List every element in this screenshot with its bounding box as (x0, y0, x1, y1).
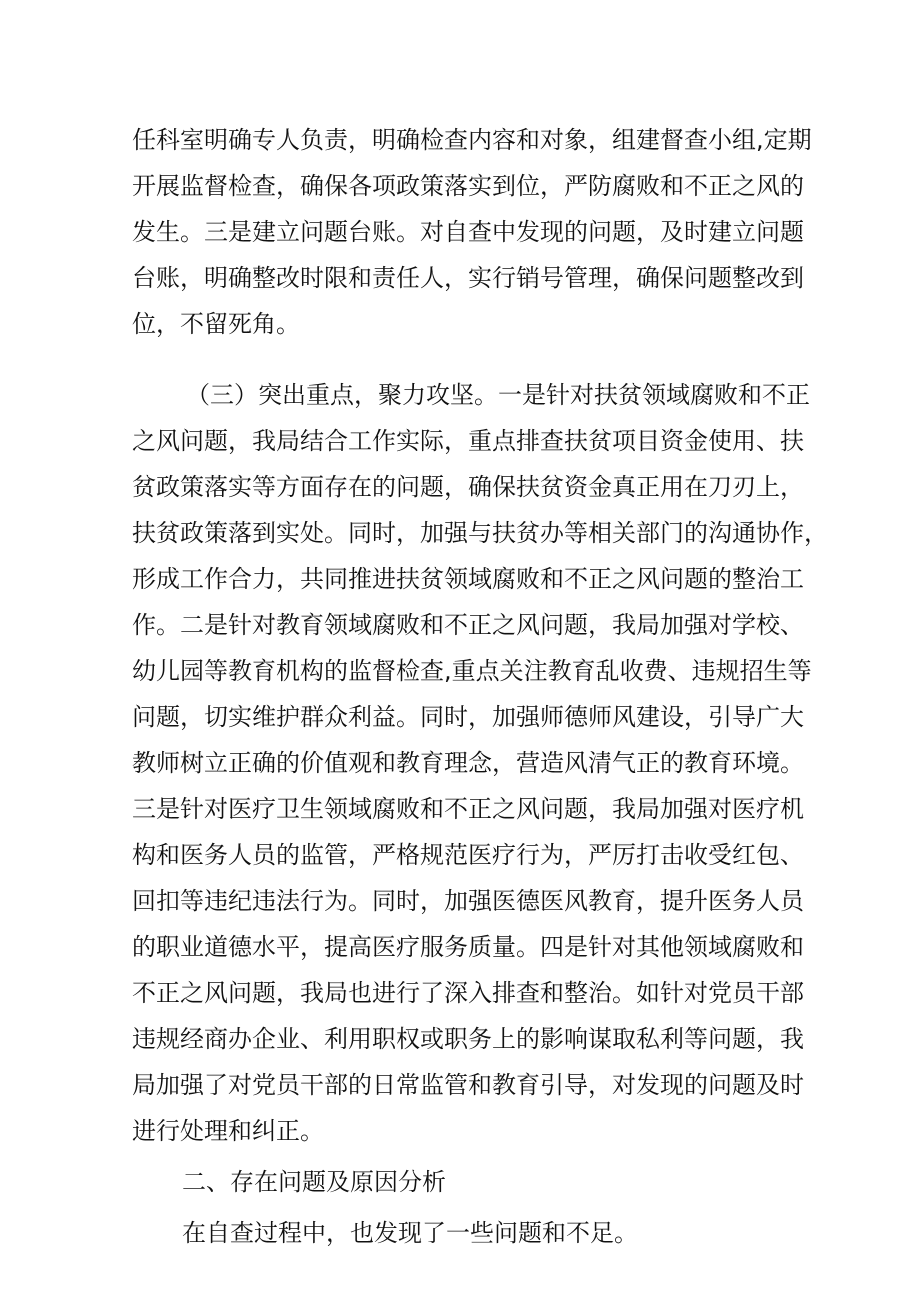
text-line: 位，不留死角。 (132, 310, 300, 338)
text-line: 进行处理和纠正。 (132, 1117, 324, 1145)
text-line: 违规经商办企业、利用职权或职务上的影响谋取私利等问题，我 (132, 1025, 804, 1053)
text-line: 在自查过程中，也发现了一些问题和不足。 (182, 1219, 638, 1247)
text-line: 贫政策落实等方面存在的问题，确保扶贫资金真正用在刀刃上， (132, 473, 804, 501)
text-line: 发生。三是建立问题台账。对自查中发现的问题，及时建立问题 (132, 218, 804, 246)
text-line: 三是针对医疗卫生领域腐败和不正之风问题，我局加强对医疗机 (132, 795, 804, 823)
text-line: 幼儿园等教育机构的监督检查,重点关注教育乱收费、违规招生等 (132, 657, 812, 685)
section-two-heading: 二、存在问题及原因分析 (182, 1168, 446, 1196)
text-line: 构和医务人员的监管，严格规范医疗行为，严厉打击收受红包、 (132, 841, 804, 869)
text-line: 的职业道德水平，提高医疗服务质量。四是针对其他领域腐败和 (132, 933, 804, 961)
text-line: 教师树立正确的价值观和教育理念，营造风清气正的教育环境。 (132, 749, 804, 777)
text-line: 任科室明确专人负责，明确检查内容和对象，组建督查小组,定期 (132, 126, 812, 154)
text-line: 作。二是针对教育领域腐败和不正之风问题，我局加强对学校、 (132, 611, 804, 639)
text-line: 开展监督检查，确保各项政策落实到位，严防腐败和不正之风的 (132, 172, 804, 200)
text-line: 扶贫政策落到实处。同时，加强与扶贫办等相关部门的沟通协作， (132, 519, 828, 547)
section-three-heading-line: （三）突出重点，聚力攻坚。一是针对扶贫领域腐败和不正 (186, 381, 810, 409)
text-line: 问题，切实维护群众利益。同时，加强师德师风建设，引导广大 (132, 703, 804, 731)
text-line: 局加强了对党员干部的日常监管和教育引导，对发现的问题及时 (132, 1071, 804, 1099)
text-line: 回扣等违纪违法行为。同时，加强医德医风教育，提升医务人员 (132, 887, 804, 915)
text-line: 形成工作合力，共同推进扶贫领域腐败和不正之风问题的整治工 (132, 565, 804, 593)
text-line: 之风问题，我局结合工作实际，重点排查扶贫项目资金使用、扶 (132, 427, 804, 455)
text-line: 不正之风问题，我局也进行了深入排查和整治。如针对党员干部 (132, 979, 804, 1007)
text-line: 台账，明确整改时限和责任人，实行销号管理，确保问题整改到 (132, 264, 804, 292)
